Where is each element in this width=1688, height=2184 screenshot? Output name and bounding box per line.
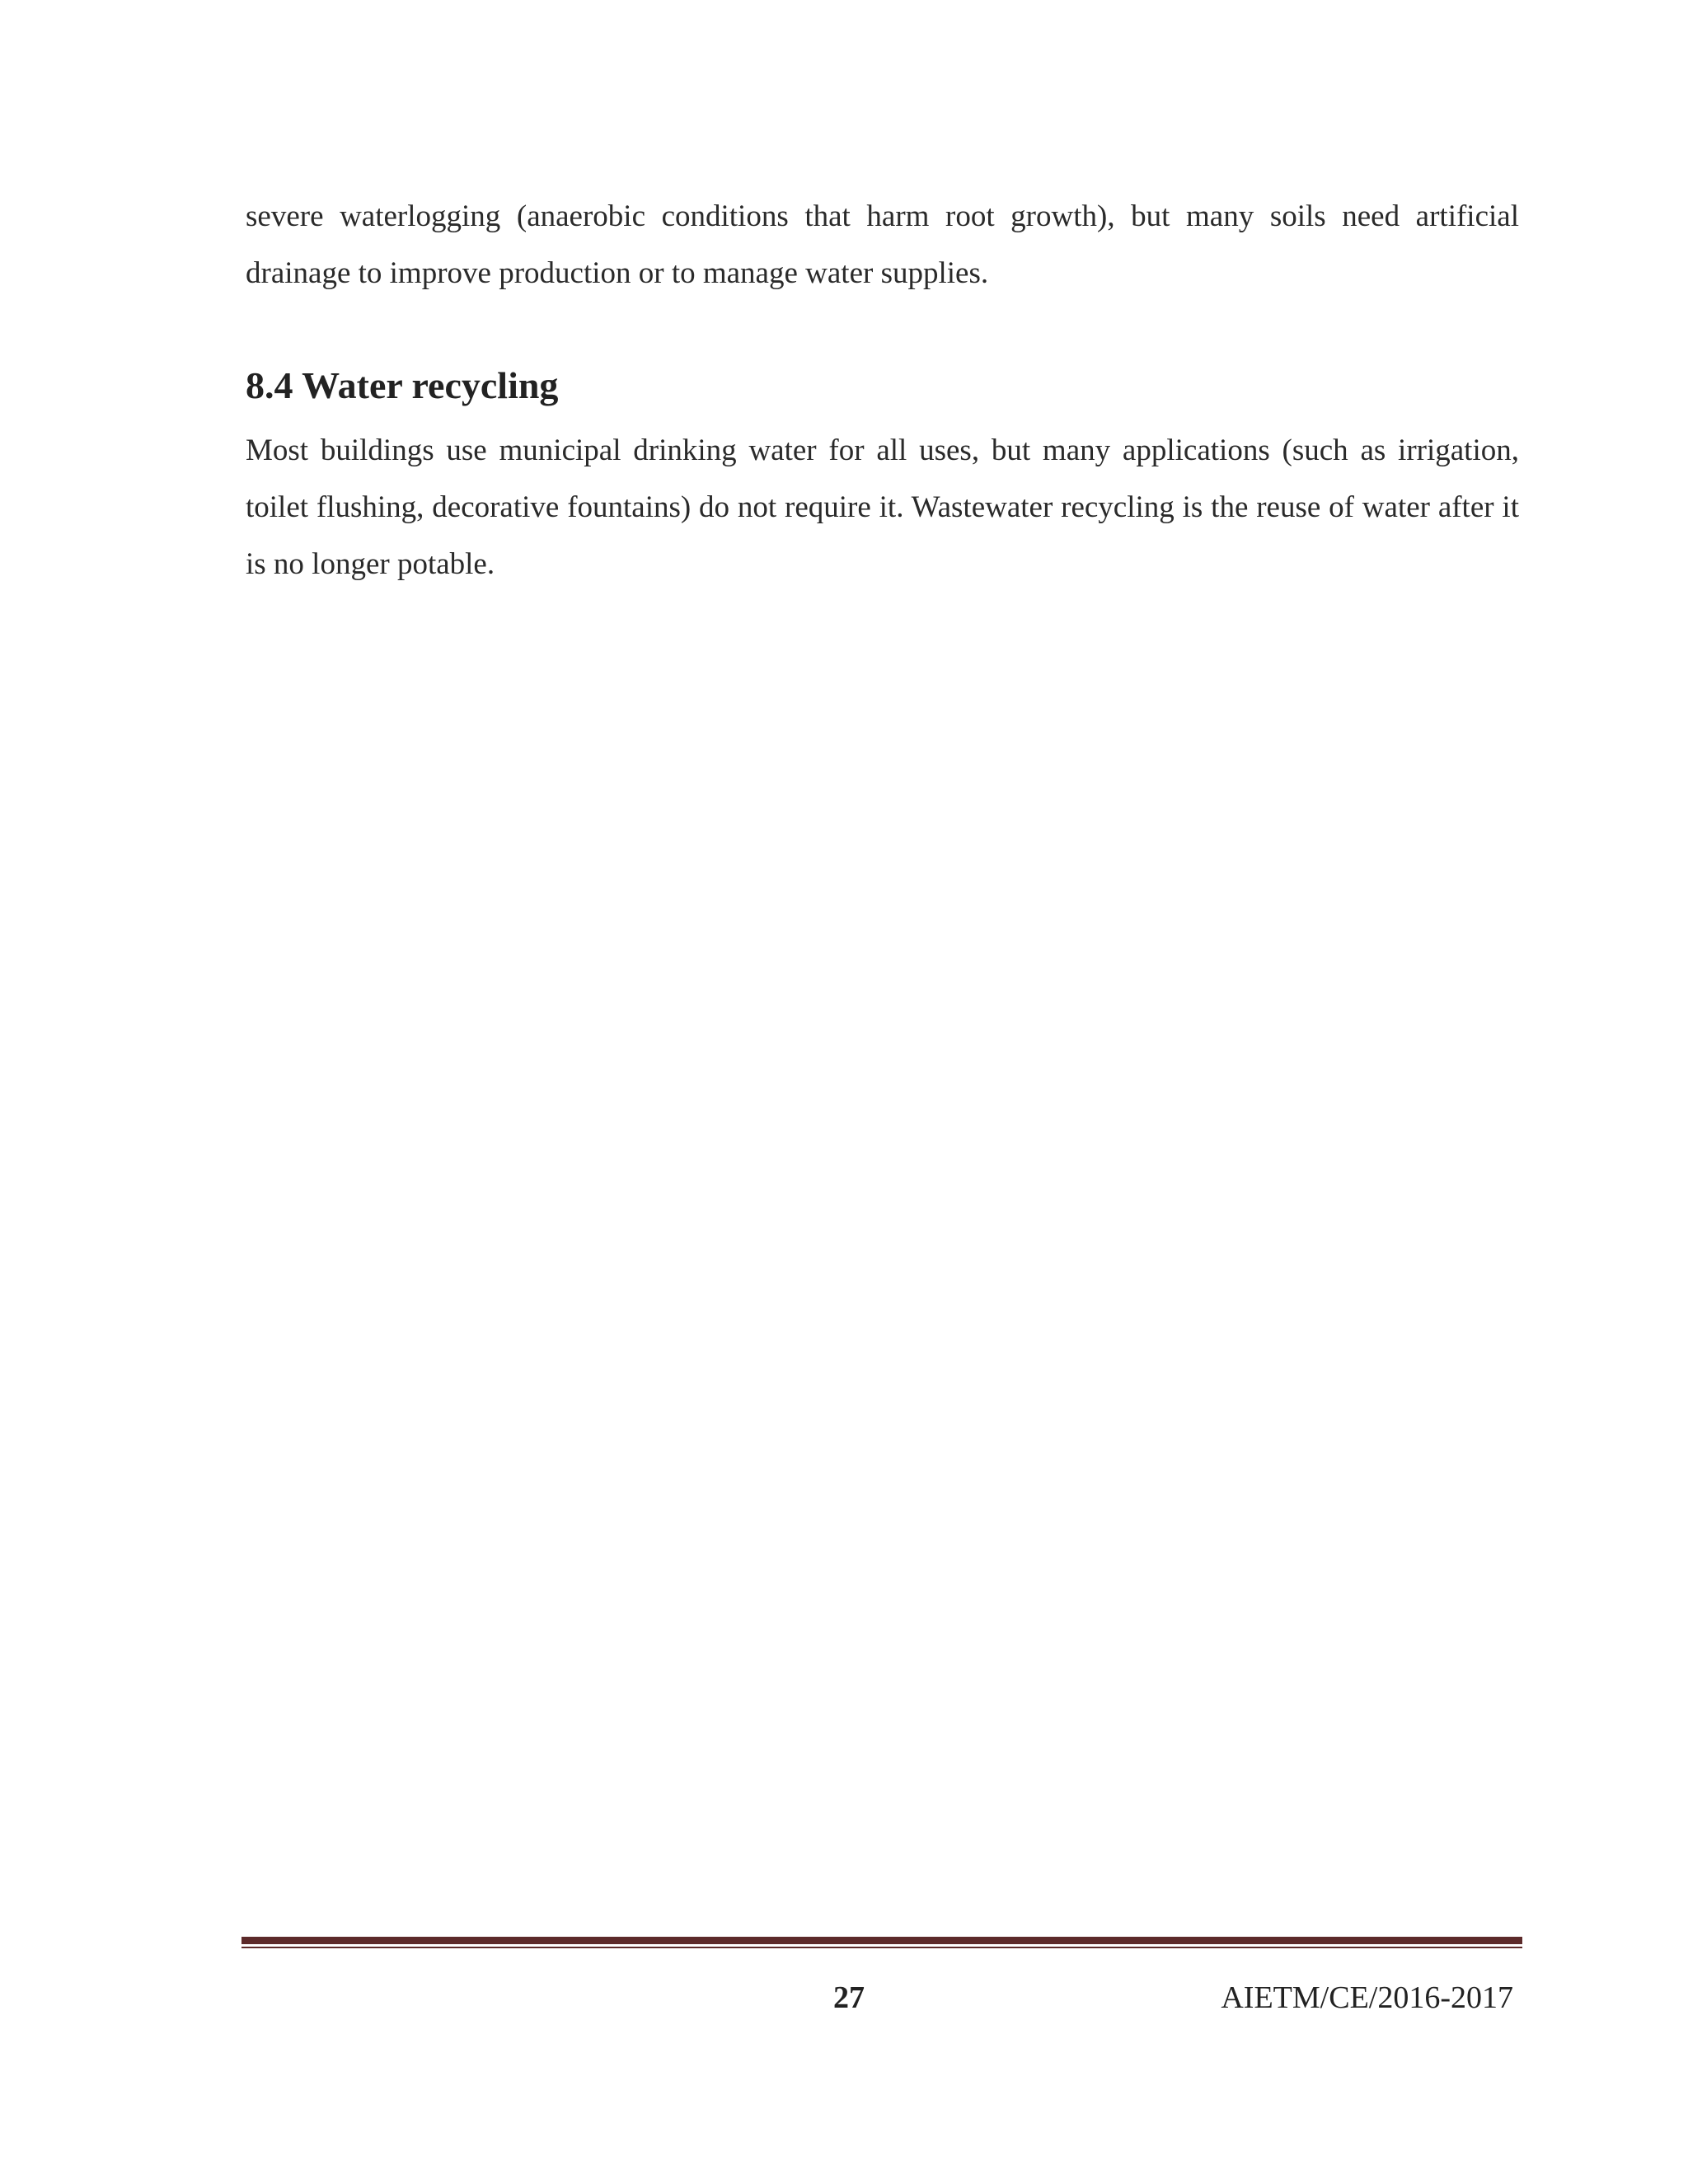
page-content [246, 188, 1519, 593]
footer-rule-thick [241, 1937, 1522, 1944]
section-heading: 8.4 Water recycling [246, 364, 559, 406]
intro-paragraph: severe waterlogging (anaerobic conditions that harm root growth), but many soils need artificial drainage to improve production or to manage water supplies. [246, 199, 1519, 290]
page-number: 27 [833, 1980, 865, 2015]
footer-rule [241, 1937, 1522, 1948]
section-paragraph: Most buildings use municipal drinking water for all uses, but many applications (such as irrigation, toilet flushing, decorative fountains) do not require it. Wastewater recycling is the reuse of water after it is no longer potable. [246, 434, 1519, 581]
footer-reference: AIETM/CE/2016-2017 [1221, 1980, 1513, 2015]
footer-rule-thin [241, 1947, 1522, 1948]
